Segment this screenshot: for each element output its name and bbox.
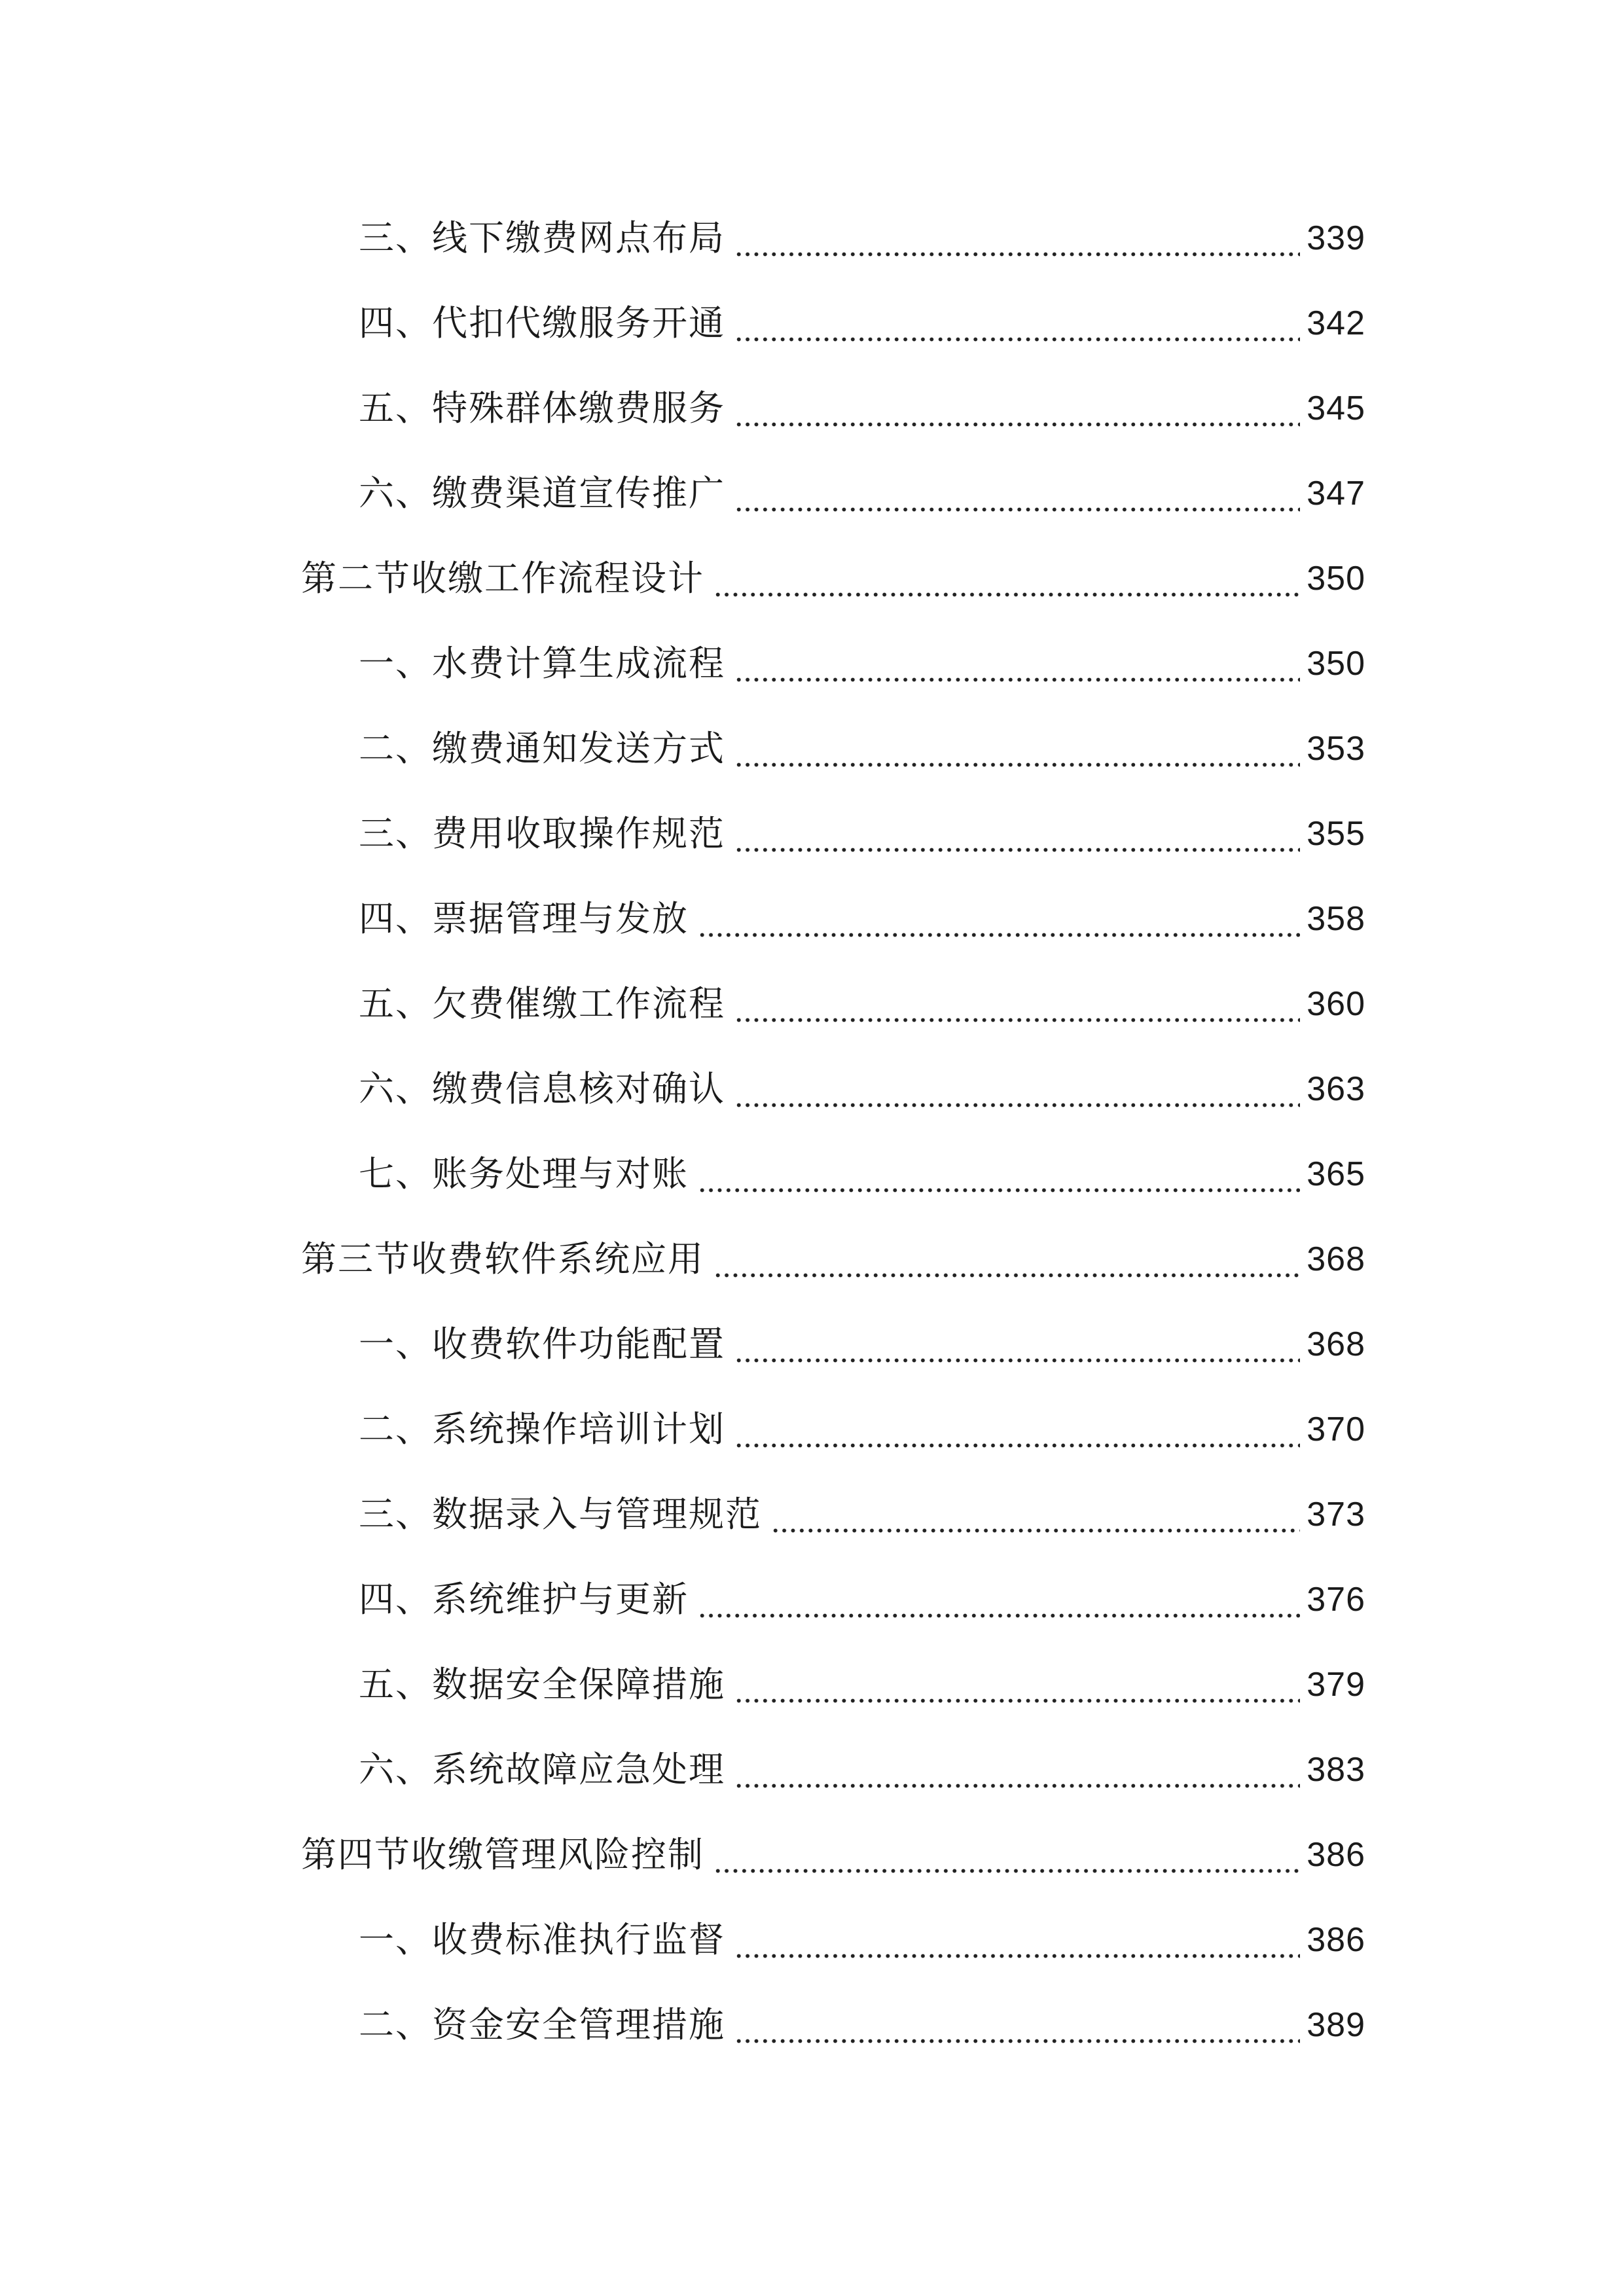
toc-entry[interactable]: [359, 1488, 1365, 1541]
toc-entry[interactable]: [359, 808, 1365, 860]
toc-entry[interactable]: [359, 382, 1365, 435]
toc-entry-title: 二、资金安全管理措施: [359, 2004, 725, 2045]
toc-dot-leader: [734, 978, 1300, 1030]
toc-entry-page: 368: [1307, 1240, 1365, 1278]
toc-entry[interactable]: [359, 297, 1365, 350]
toc-entry[interactable]: [359, 1999, 1365, 2051]
toc-dot-leader: [734, 1403, 1300, 1456]
toc-entry-page: 342: [1307, 304, 1365, 342]
toc-dot-leader: [734, 808, 1300, 860]
toc-dot-leader: [698, 1148, 1300, 1200]
toc-entry-title: 三、数据录入与管理规范: [359, 1494, 762, 1535]
toc-entry-title: 一、收费软件功能配置: [359, 1323, 725, 1365]
toc-entry[interactable]: [359, 467, 1365, 520]
toc-entry-page: 350: [1307, 560, 1365, 598]
toc-entry-page: 386: [1307, 1836, 1365, 1874]
toc-entry-title: 七、账务处理与对账: [359, 1153, 689, 1194]
toc-section-entry[interactable]: [301, 552, 1365, 605]
toc-dot-leader: [734, 1318, 1300, 1371]
toc-dot-leader: [734, 212, 1300, 264]
toc-entry-page: 379: [1307, 1666, 1365, 1704]
toc-entry-title: 第三节收费软件系统应用: [301, 1238, 704, 1280]
toc-entry-page: 350: [1307, 645, 1365, 683]
toc-entry-page: 365: [1307, 1155, 1365, 1193]
toc-entry-title: 三、线下缴费网点布局: [359, 217, 725, 259]
toc-entry-page: 363: [1307, 1070, 1365, 1108]
toc-dot-leader: [734, 467, 1300, 520]
toc-section-entry[interactable]: [301, 1233, 1365, 1285]
toc-dot-leader: [713, 1233, 1300, 1285]
toc-entry-page: 389: [1307, 2006, 1365, 2044]
toc-dot-leader: [713, 1829, 1300, 1881]
toc-entry[interactable]: [359, 893, 1365, 945]
toc-entry-title: 四、票据管理与发放: [359, 898, 689, 939]
toc-entry-page: 376: [1307, 1581, 1365, 1619]
toc-entry[interactable]: [359, 1659, 1365, 1711]
toc-entry-title: 三、费用收取操作规范: [359, 813, 725, 854]
toc-entry-title: 四、系统维护与更新: [359, 1579, 689, 1620]
toc-entry-page: 386: [1307, 1921, 1365, 1959]
toc-dot-leader: [734, 637, 1300, 690]
toc-entry-title: 第四节收缴管理风险控制: [301, 1834, 704, 1875]
toc-entry-title: 二、系统操作培训计划: [359, 1408, 725, 1450]
toc-entry-title: 五、欠费催缴工作流程: [359, 983, 725, 1024]
toc-entry-page: 358: [1307, 900, 1365, 938]
toc-entry[interactable]: [359, 978, 1365, 1030]
toc-dot-leader: [734, 1999, 1300, 2051]
toc-entry-title: 五、数据安全保障措施: [359, 1664, 725, 1705]
toc-entry-title: 四、代扣代缴服务开通: [359, 302, 725, 344]
toc-dot-leader: [698, 893, 1300, 945]
toc-entry[interactable]: [359, 1148, 1365, 1200]
toc-entry-title: 五、特殊群体缴费服务: [359, 387, 725, 429]
toc-entry[interactable]: [359, 212, 1365, 264]
toc-entry[interactable]: [359, 1744, 1365, 1796]
toc-entry[interactable]: [359, 637, 1365, 690]
toc-entry-title: 一、水费计算生成流程: [359, 643, 725, 684]
toc-dot-leader: [734, 723, 1300, 775]
toc-entry-page: 360: [1307, 985, 1365, 1023]
toc-entry[interactable]: [359, 1403, 1365, 1456]
toc-entry[interactable]: [359, 1063, 1365, 1115]
toc-dot-leader: [734, 1659, 1300, 1711]
toc-entry-title: 一、收费标准执行监督: [359, 1919, 725, 1960]
toc-dot-leader: [734, 382, 1300, 435]
toc-dot-leader: [734, 1744, 1300, 1796]
toc-entry[interactable]: [359, 1573, 1365, 1626]
toc-dot-leader: [713, 552, 1300, 605]
toc-entry-page: 370: [1307, 1410, 1365, 1448]
toc-entry-title: 二、缴费通知发送方式: [359, 728, 725, 769]
toc-dot-leader: [771, 1488, 1300, 1541]
toc-entry-page: 347: [1307, 475, 1365, 512]
toc-entry-page: 383: [1307, 1751, 1365, 1789]
toc-entry-page: 368: [1307, 1325, 1365, 1363]
toc-section-entry[interactable]: [301, 1829, 1365, 1881]
toc-entry-title: 六、系统故障应急处理: [359, 1749, 725, 1790]
toc-entry-page: 373: [1307, 1496, 1365, 1534]
toc-entry[interactable]: [359, 1914, 1365, 1966]
toc-entry-page: 353: [1307, 730, 1365, 768]
toc-entry[interactable]: [359, 1318, 1365, 1371]
toc-dot-leader: [734, 1914, 1300, 1966]
toc-entry-title: 第二节收缴工作流程设计: [301, 558, 704, 599]
toc-dot-leader: [698, 1573, 1300, 1626]
toc-dot-leader: [734, 297, 1300, 350]
toc-entry-title: 六、缴费渠道宣传推广: [359, 473, 725, 514]
toc-entry-page: 355: [1307, 815, 1365, 853]
toc-dot-leader: [734, 1063, 1300, 1115]
toc-entry[interactable]: [359, 723, 1365, 775]
toc-entry-page: 339: [1307, 219, 1365, 257]
toc-entry-page: 345: [1307, 389, 1365, 427]
toc-entry-title: 六、缴费信息核对确认: [359, 1068, 725, 1109]
